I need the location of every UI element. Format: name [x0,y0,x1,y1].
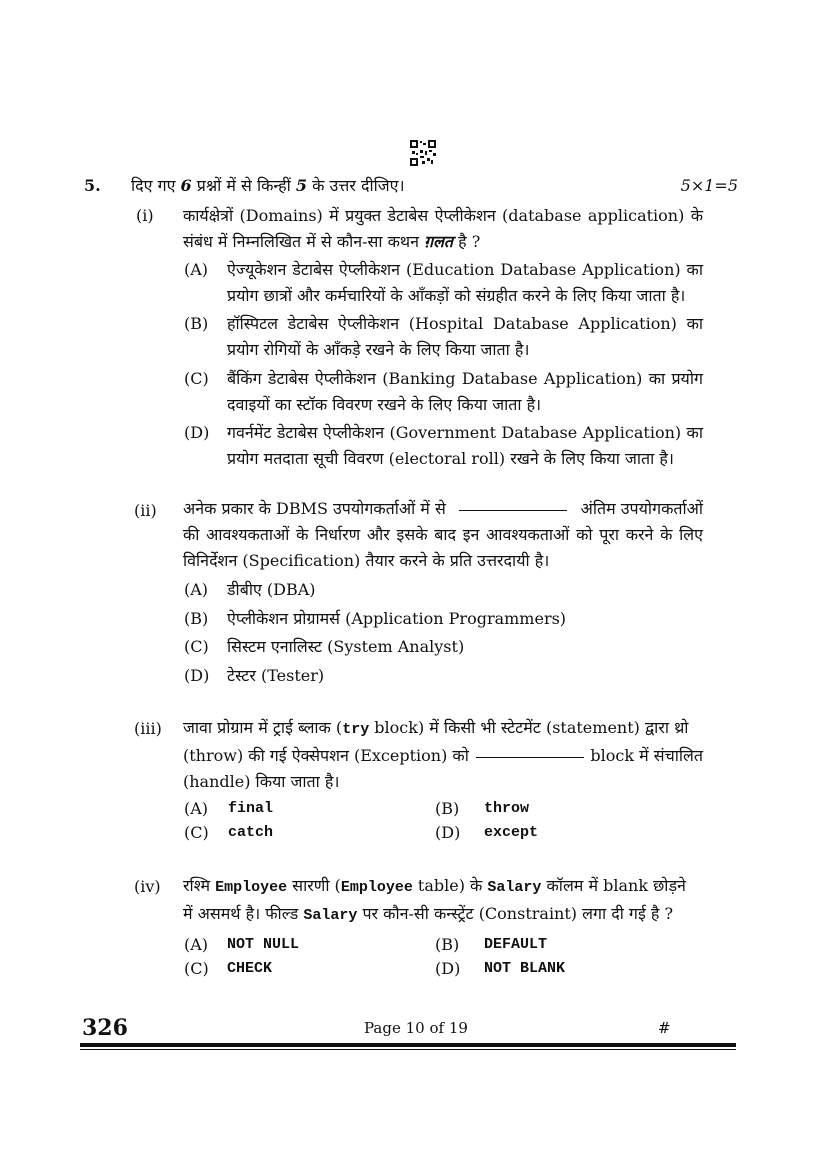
page-hash: # [658,1019,671,1037]
subquestion-label: (i) [136,206,154,225]
subquestion-text: कार्यक्षेत्रों (Domains) में प्रयुक्त डेटाबेस ऐप्लीकेशन (database application) के संबंध में निम्नलिखित में से कौन-सा कथन ग़लत है ? [183,206,703,251]
option-label: (A) [184,580,209,599]
page-number: Page 10 of 19 [364,1019,468,1037]
answer-blank [476,743,584,758]
option-code: CHECK [227,960,273,977]
option-label: (A) [184,260,209,279]
footer-rule [80,1043,736,1047]
option-code: DEFAULT [484,936,548,953]
option-text: बैंकिंग डेटाबेस ऐप्लीकेशन (Banking Database Application) का प्रयोग दवाइयों का स्टॉक विवरण रखने के लिए किया जाता है। [227,369,703,414]
qr-code-icon [410,140,436,166]
option-code: except [484,824,539,841]
subquestion-text: जावा प्रोग्राम में ट्राई ब्लाक (try block) में किसी भी स्टेटमेंट (statement) द्वारा थ्रो (throw) की गई ऐक्सेपशन (Exception) को block में संचालित (handle) किया जाता है। [183,718,703,791]
question-number: 5. [84,176,101,195]
option-label: (A) [184,935,209,954]
option-label: (B) [184,314,209,333]
option-label: (D) [184,423,210,442]
answer-blank [459,496,567,511]
subquestion-text: अनेक प्रकार के DBMS उपयोगकर्ताओं में से अंतिम उपयोगकर्ताओं की आवश्यकताओं के निर्धारण और इसके बाद इन आवश्यकताओं को पूरा करने के लिए विनिर्देशन (Specification) तैयार करने के प्रति उत्तरदायी है। [183,496,703,574]
option-text: हॉस्पिटल डेटाबेस ऐप्लीकेशन (Hospital Database Application) का प्रयोग रोगियों के आँकड़े रखने के लिए किया जाता है। [227,314,703,359]
option-label: (B) [435,799,460,818]
marks-label: 5×1=5 [680,176,738,195]
option-text: डीबीए (DBA) [227,580,316,599]
option-label: (B) [435,935,460,954]
option-text: ऐप्लीकेशन प्रोग्रामर्स (Application Programmers) [227,609,567,628]
option-code: final [228,800,274,817]
option-label: (C) [184,959,209,978]
footer-rule-thin [80,1049,736,1050]
option-label: (D) [435,823,461,842]
paper-code: 326 [82,1015,128,1041]
option-text: टेस्टर (Tester) [227,666,325,685]
subquestion-text: रश्मि Employee सारणी (Employee table) के Salary कॉलम में blank छोड़ने में असमर्थ है। फील्ड Salary पर कौन-सी कन्स्ट्रेंट (Constraint) लगा दी गई है ? [183,876,686,924]
option-label: (D) [435,959,461,978]
option-text: सिस्टम एनालिस्ट (System Analyst) [227,637,465,656]
option-code: throw [484,800,530,817]
option-label: (B) [184,609,209,628]
option-code: NOT BLANK [484,960,566,977]
option-text: गवर्नमेंट डेटाबेस ऐप्लीकेशन (Government Database Application) का प्रयोग मतदाता सूची विवरण (electoral roll) रखने के लिए किया जाता है। [227,423,703,468]
option-code: catch [228,824,274,841]
subquestion-label: (iii) [134,719,162,738]
option-code: NOT NULL [227,936,300,953]
question-instruction: दिए गए 6 प्रश्नों में से किन्हीं 5 के उत्तर दीजिए। [131,176,405,195]
option-text: ऐज्यूकेशन डेटाबेस ऐप्लीकेशन (Education Database Application) का प्रयोग छात्रों और कर्मचारियों के आँकड़ों को संग्रहीत करने के लिए किया जाता है। [227,260,703,305]
option-label: (C) [184,637,209,656]
option-label: (D) [184,666,210,685]
option-label: (C) [184,369,209,388]
subquestion-label: (iv) [134,877,161,896]
option-label: (A) [184,799,209,818]
subquestion-label: (ii) [134,501,157,520]
option-label: (C) [184,823,209,842]
